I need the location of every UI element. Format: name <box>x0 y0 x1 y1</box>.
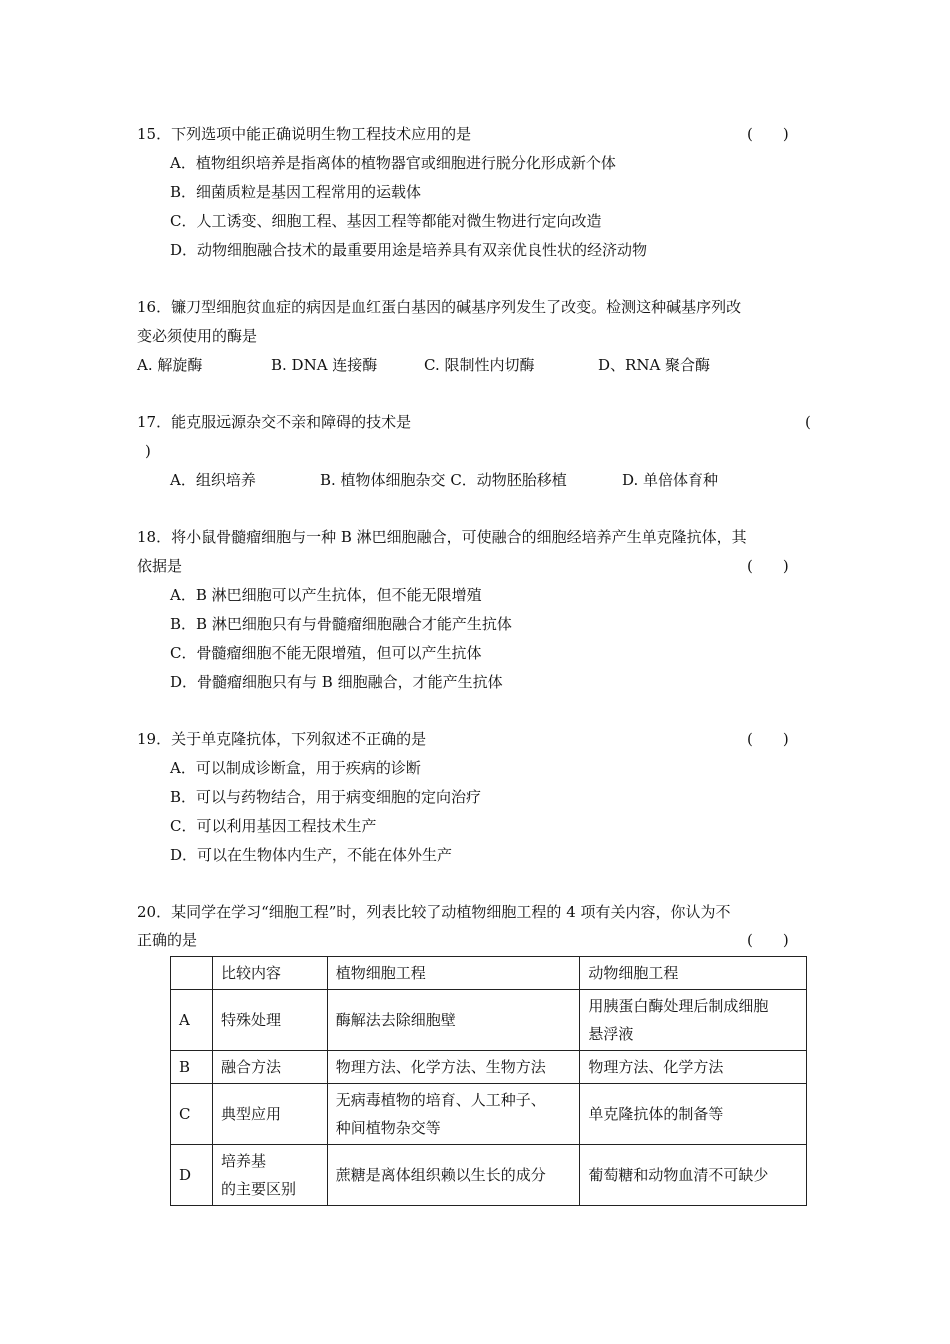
row-animal-line2: 悬浮液 <box>588 1025 634 1043</box>
table-row <box>171 1145 807 1206</box>
q18-option-b: B．B 淋巴细胞只有与骨髓瘤细胞融合才能产生抗体 <box>170 615 512 633</box>
q18-stem-line1: 18．将小鼠骨髓瘤细胞与一种 B 淋巴细胞融合，可使融合的细胞经培养产生单克隆抗体，其 <box>137 528 747 546</box>
row-plant-line2: 种间植物杂交等 <box>335 1119 441 1137</box>
row-animal: 物理方法、化学方法 <box>580 1051 807 1084</box>
row-item: 特殊处理 <box>212 990 327 1051</box>
q18-option-a: A．B 淋巴细胞可以产生抗体，但不能无限增殖 <box>170 586 482 604</box>
q18-option-c: C．骨髓瘤细胞不能无限增殖，但可以产生抗体 <box>170 644 482 662</box>
row-animal <box>580 990 807 1051</box>
q16-option-d: D、RNA 聚合酶 <box>598 356 711 374</box>
row-plant <box>327 1084 580 1145</box>
q16-option-a: A. 解旋酶 <box>137 356 203 374</box>
q20-stem-line1: 20．某同学在学习“细胞工程”时，列表比较了动植物细胞工程的 4 项有关内容，你认为不 <box>137 903 731 921</box>
row-animal: 单克隆抗体的制备等 <box>580 1084 807 1145</box>
table-row <box>171 1084 807 1145</box>
q18-option-d: D．骨髓瘤细胞只有与 B 细胞融合，才能产生抗体 <box>170 673 503 691</box>
q15-answer-bracket: ( ) <box>747 125 789 143</box>
header-cell-item: 比较内容 <box>212 957 327 990</box>
q15-option-b: B．细菌质粒是基因工程常用的运载体 <box>170 183 422 201</box>
header-cell-empty <box>171 957 213 990</box>
header-cell-plant: 植物细胞工程 <box>327 957 580 990</box>
q17-stem: 17．能克服远源杂交不亲和障碍的技术是 <box>137 413 412 431</box>
q16-option-b: B. DNA 连接酶 <box>271 356 378 374</box>
q18-answer-bracket: ( ) <box>747 557 789 575</box>
q18-stem-line2: 依据是 <box>137 557 183 575</box>
q19-option-d: D．可以在生物体内生产，不能在体外生产 <box>170 846 453 864</box>
q15-stem: 15．下列选项中能正确说明生物工程技术应用的是 <box>137 125 472 143</box>
q16-option-c: C. 限制性内切酶 <box>424 356 535 374</box>
row-plant-line1: 无病毒植物的培育、人工种子、 <box>335 1091 546 1109</box>
q17-bracket-close: ) <box>145 442 151 460</box>
row-item: 典型应用 <box>212 1084 327 1145</box>
q16-stem-line1: 16．镰刀型细胞贫血症的病因是血红蛋白基因的碱基序列发生了改变。检测这种碱基序列改 <box>137 298 742 316</box>
header-cell-animal: 动物细胞工程 <box>580 957 807 990</box>
row-plant: 蔗糖是离体组织赖以生长的成分 <box>327 1145 580 1206</box>
row-label: B <box>171 1051 213 1084</box>
table-row <box>171 1051 807 1084</box>
row-item-line2: 的主要区别 <box>220 1180 296 1198</box>
row-label: D <box>171 1145 213 1206</box>
row-animal-line1: 用胰蛋白酶处理后制成细胞 <box>588 997 769 1015</box>
q15-option-c: C．人工诱变、细胞工程、基因工程等都能对微生物进行定向改造 <box>170 212 602 230</box>
q19-answer-bracket: ( ) <box>747 730 789 748</box>
q17-option-bc: B. 植物体细胞杂交 C．动物胚胎移植 <box>320 471 567 489</box>
comparison-table <box>170 956 807 1206</box>
row-plant: 酶解法去除细胞壁 <box>327 990 580 1051</box>
row-animal: 葡萄糖和动物血清不可缺少 <box>580 1145 807 1206</box>
row-label: A <box>171 990 213 1051</box>
q20-stem-line2: 正确的是 <box>137 931 198 949</box>
row-label: C <box>171 1084 213 1145</box>
q16-stem-line2: 变必须使用的酶是 <box>137 327 258 345</box>
row-item <box>212 1145 327 1206</box>
table-row <box>171 990 807 1051</box>
row-item-line1: 培养基 <box>220 1152 266 1170</box>
row-item: 融合方法 <box>212 1051 327 1084</box>
q15-option-a: A．植物组织培养是指离体的植物器官或细胞进行脱分化形成新个体 <box>170 154 616 172</box>
q17-option-a: A．组织培养 <box>170 471 256 489</box>
q17-bracket-open: ( <box>805 413 811 431</box>
q19-stem: 19．关于单克隆抗体，下列叙述不正确的是 <box>137 730 427 748</box>
row-plant: 物理方法、化学方法、生物方法 <box>327 1051 580 1084</box>
q19-option-b: B．可以与药物结合，用于病变细胞的定向治疗 <box>170 788 482 806</box>
q17-option-d: D. 单倍体育种 <box>622 471 719 489</box>
q19-option-a: A．可以制成诊断盒，用于疾病的诊断 <box>170 759 421 777</box>
q15-option-d: D．动物细胞融合技术的最重要用途是培养具有双亲优良性状的经济动物 <box>170 241 648 259</box>
q19-option-c: C．可以利用基因工程技术生产 <box>170 817 377 835</box>
q20-answer-bracket: ( ) <box>747 931 789 949</box>
table-header-row <box>171 957 807 990</box>
